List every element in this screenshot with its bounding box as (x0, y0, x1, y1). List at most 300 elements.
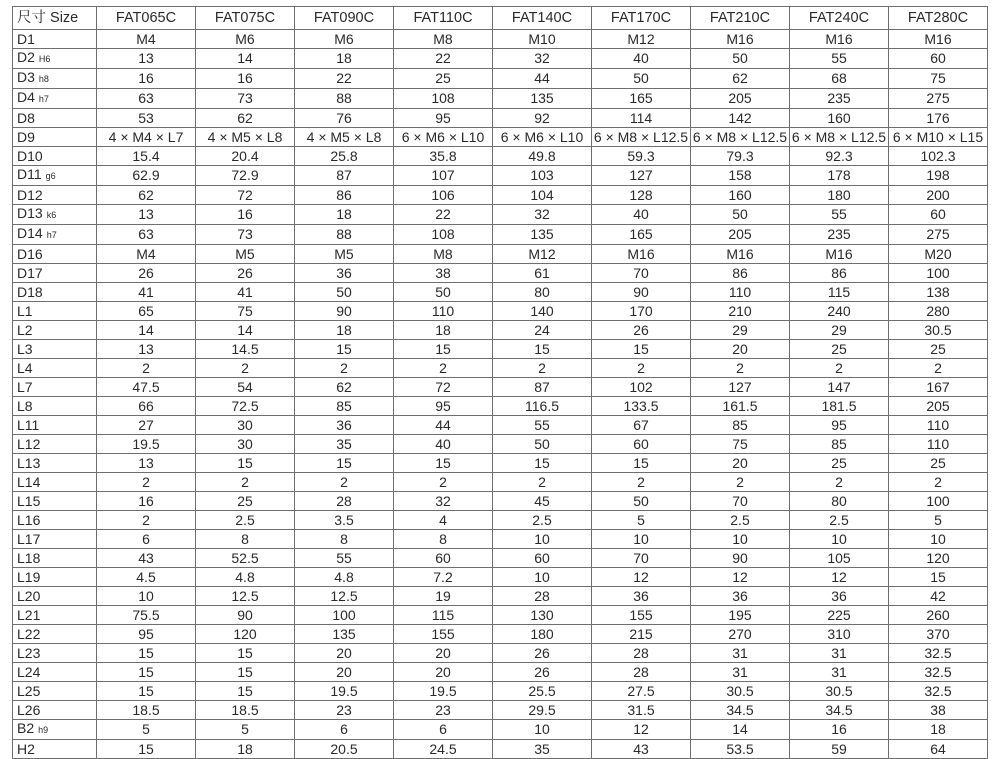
table-cell: 116.5 (493, 397, 592, 416)
table-cell: 15 (196, 663, 295, 682)
row-label-cell (13, 264, 97, 283)
table-cell: 19.5 (97, 435, 196, 454)
row-label: L18 (17, 549, 41, 566)
table-cell: M16 (889, 30, 988, 49)
table-cell: 55 (790, 205, 889, 225)
table-cell: 2 (691, 359, 790, 378)
table-row (13, 435, 988, 454)
table-cell: 120 (196, 625, 295, 644)
table-row (13, 128, 988, 147)
table-cell: 104 (493, 186, 592, 205)
table-cell: 65 (97, 302, 196, 321)
column-header-model: FAT075C (196, 7, 295, 30)
table-cell: 66 (97, 397, 196, 416)
row-label-cell (13, 359, 97, 378)
row-label: L20 (17, 587, 41, 604)
table-cell: 102 (592, 378, 691, 397)
table-cell: 138 (889, 283, 988, 302)
table-cell: 32 (493, 49, 592, 69)
table-cell: 18 (295, 49, 394, 69)
table-cell: 34.5 (790, 701, 889, 720)
table-cell: 205 (691, 89, 790, 109)
table-cell: 15 (196, 644, 295, 663)
row-label: L2 (17, 321, 33, 338)
tolerance-label: h8 (38, 74, 49, 84)
table-cell: 13 (97, 205, 196, 225)
table-cell: 70 (592, 264, 691, 283)
table-cell: 180 (790, 186, 889, 205)
table-row (13, 720, 988, 740)
table-cell: 20.4 (196, 147, 295, 166)
table-cell: 20 (295, 663, 394, 682)
table-cell: 4 × M4 × L7 (97, 128, 196, 147)
table-cell: 76 (295, 109, 394, 128)
table-cell: 10 (592, 530, 691, 549)
row-label: L14 (17, 473, 41, 490)
table-cell: 205 (691, 225, 790, 245)
table-cell: 8 (394, 530, 493, 549)
table-cell: 32 (493, 205, 592, 225)
row-label: L1 (17, 302, 33, 319)
table-cell: M16 (790, 30, 889, 49)
table-cell: 63 (97, 225, 196, 245)
table-cell: M16 (691, 30, 790, 49)
row-label-cell (13, 245, 97, 264)
tolerance-label: h7 (38, 94, 49, 104)
row-label: L13 (17, 454, 41, 471)
table-cell: 6 × M6 × L10 (394, 128, 493, 147)
table-cell: 18 (295, 321, 394, 340)
table-cell: 167 (889, 378, 988, 397)
table-cell: 2.5 (790, 511, 889, 530)
table-cell: 2.5 (196, 511, 295, 530)
table-cell: 12 (691, 568, 790, 587)
column-header-model: FAT065C (97, 7, 196, 30)
table-cell: 61 (493, 264, 592, 283)
table-cell: 15 (394, 340, 493, 359)
row-label: D17 (17, 264, 43, 281)
table-cell: 5 (889, 511, 988, 530)
table-row (13, 568, 988, 587)
table-cell: 4 × M5 × L8 (295, 128, 394, 147)
row-label: B2 (17, 720, 35, 736)
table-cell: 70 (592, 549, 691, 568)
table-cell: 110 (889, 435, 988, 454)
table-cell: 95 (97, 625, 196, 644)
table-row (13, 283, 988, 302)
table-cell: 59 (790, 740, 889, 759)
corner-label: 尺寸 Size (13, 7, 97, 30)
row-label: L24 (17, 663, 41, 680)
row-label: D10 (17, 147, 43, 164)
table-cell: 110 (691, 283, 790, 302)
table-cell: 5 (196, 720, 295, 740)
table-cell: 235 (790, 89, 889, 109)
row-label-cell (13, 701, 97, 720)
table-cell: 160 (790, 109, 889, 128)
row-label: L4 (17, 359, 33, 376)
row-label-cell (13, 166, 97, 186)
table-cell: 40 (592, 49, 691, 69)
table-cell: 30 (196, 435, 295, 454)
table-cell: 38 (394, 264, 493, 283)
table-cell: 55 (493, 416, 592, 435)
table-row (13, 245, 988, 264)
table-cell: 120 (889, 549, 988, 568)
table-cell: 40 (592, 205, 691, 225)
table-cell: 30.5 (889, 321, 988, 340)
table-cell: 60 (493, 549, 592, 568)
table-cell: 12 (592, 568, 691, 587)
table-cell: 2 (295, 473, 394, 492)
column-header-model: FAT140C (493, 7, 592, 30)
table-row (13, 644, 988, 663)
table-cell: M8 (394, 245, 493, 264)
table-cell: 25 (889, 340, 988, 359)
table-row (13, 587, 988, 606)
row-label: H2 (17, 740, 35, 757)
table-row (13, 492, 988, 511)
row-label-cell (13, 147, 97, 166)
table-cell: 22 (394, 49, 493, 69)
row-label-cell (13, 454, 97, 473)
table-cell: 31 (691, 663, 790, 682)
table-cell: 2 (493, 473, 592, 492)
table-cell: 86 (790, 264, 889, 283)
row-label-cell (13, 568, 97, 587)
table-cell: 6 (394, 720, 493, 740)
table-cell: 15.4 (97, 147, 196, 166)
row-label: D13 (17, 205, 43, 221)
table-cell: 27.5 (592, 682, 691, 701)
table-cell: 205 (889, 397, 988, 416)
table-cell: 35 (295, 435, 394, 454)
table-cell: 15 (196, 682, 295, 701)
table-cell: 18 (295, 205, 394, 225)
table-cell: 15 (493, 454, 592, 473)
table-cell: 12 (592, 720, 691, 740)
table-cell: 210 (691, 302, 790, 321)
table-cell: 2 (889, 359, 988, 378)
table-cell: 26 (493, 663, 592, 682)
table-cell: 200 (889, 186, 988, 205)
table-cell: 16 (790, 720, 889, 740)
table-cell: 6 × M8 × L12.5 (790, 128, 889, 147)
row-label-cell (13, 340, 97, 359)
table-cell: 72.9 (196, 166, 295, 186)
table-cell: 108 (394, 225, 493, 245)
table-cell: 42 (889, 587, 988, 606)
table-cell: 15 (295, 340, 394, 359)
table-cell: 12.5 (295, 587, 394, 606)
table-cell: 40 (394, 435, 493, 454)
table-cell: 68 (790, 69, 889, 89)
row-label: L8 (17, 397, 33, 414)
table-cell: 60 (592, 435, 691, 454)
table-cell: 32 (394, 492, 493, 511)
table-cell: 13 (97, 340, 196, 359)
table-cell: 4 (394, 511, 493, 530)
table-row (13, 549, 988, 568)
table-row (13, 109, 988, 128)
table-cell: 50 (691, 205, 790, 225)
table-cell: 180 (493, 625, 592, 644)
table-cell: M4 (97, 30, 196, 49)
table-cell: 45 (493, 492, 592, 511)
table-cell: 36 (592, 587, 691, 606)
row-label-cell (13, 663, 97, 682)
table-row (13, 397, 988, 416)
row-label: L11 (17, 416, 40, 433)
row-label: D12 (17, 186, 43, 203)
row-label: D16 (17, 245, 43, 262)
table-cell: 155 (592, 606, 691, 625)
table-cell: 215 (592, 625, 691, 644)
table-cell: 15 (889, 568, 988, 587)
table-cell: 170 (592, 302, 691, 321)
table-cell: 72.5 (196, 397, 295, 416)
table-cell: 30.5 (790, 682, 889, 701)
table-cell: 15 (97, 644, 196, 663)
row-label-cell (13, 416, 97, 435)
row-label-cell (13, 128, 97, 147)
table-cell: 10 (790, 530, 889, 549)
table-cell: 20.5 (295, 740, 394, 759)
table-cell: 20 (295, 644, 394, 663)
table-cell: 32.5 (889, 682, 988, 701)
table-row (13, 530, 988, 549)
table-cell: 310 (790, 625, 889, 644)
table-cell: 2.5 (493, 511, 592, 530)
table-cell: 25.8 (295, 147, 394, 166)
table-row (13, 378, 988, 397)
table-cell: 2 (592, 473, 691, 492)
table-cell: 155 (394, 625, 493, 644)
row-label: D14 (17, 225, 43, 241)
table-cell: 86 (295, 186, 394, 205)
table-cell: 60 (394, 549, 493, 568)
table-cell: 8 (196, 530, 295, 549)
table-row (13, 264, 988, 283)
table-cell: 90 (592, 283, 691, 302)
row-label-cell (13, 549, 97, 568)
table-cell: 19 (394, 587, 493, 606)
table-cell: 115 (790, 283, 889, 302)
table-cell: 135 (493, 89, 592, 109)
table-cell: 19.5 (394, 682, 493, 701)
table-cell: 36 (295, 416, 394, 435)
table-cell: 54 (196, 378, 295, 397)
table-cell: 30.5 (691, 682, 790, 701)
table-cell: 72 (196, 186, 295, 205)
table-cell: 106 (394, 186, 493, 205)
row-label-cell (13, 397, 97, 416)
table-cell: 50 (592, 69, 691, 89)
row-label-cell (13, 435, 97, 454)
row-label: D11 (17, 166, 42, 182)
column-header-model: FAT210C (691, 7, 790, 30)
table-cell: 16 (97, 69, 196, 89)
row-label: D4 (17, 89, 35, 105)
table-cell: M10 (493, 30, 592, 49)
table-cell: 50 (592, 492, 691, 511)
table-cell: 62 (295, 378, 394, 397)
table-cell: 36 (295, 264, 394, 283)
table-cell: 25 (196, 492, 295, 511)
table-cell: 38 (889, 701, 988, 720)
table-cell: 100 (889, 264, 988, 283)
table-cell: 2.5 (691, 511, 790, 530)
row-label: D2 (17, 49, 35, 65)
table-cell: 27 (97, 416, 196, 435)
table-cell: 12.5 (196, 587, 295, 606)
table-cell: 85 (790, 435, 889, 454)
table-cell: 133.5 (592, 397, 691, 416)
table-cell: 10 (97, 587, 196, 606)
table-row (13, 225, 988, 245)
table-cell: 63 (97, 89, 196, 109)
table-cell: 85 (295, 397, 394, 416)
table-cell: 108 (394, 89, 493, 109)
table-cell: 15 (97, 682, 196, 701)
table-cell: 28 (592, 663, 691, 682)
table-cell: 10 (889, 530, 988, 549)
table-row (13, 89, 988, 109)
row-label-cell (13, 321, 97, 340)
row-label-cell (13, 186, 97, 205)
table-cell: 52.5 (196, 549, 295, 568)
table-cell: 127 (691, 378, 790, 397)
table-cell: 43 (97, 549, 196, 568)
table-cell: 18.5 (97, 701, 196, 720)
table-cell: 95 (790, 416, 889, 435)
table-cell: 2 (196, 473, 295, 492)
table-row (13, 49, 988, 69)
tolerance-label: h9 (38, 725, 49, 735)
table-cell: 15 (295, 454, 394, 473)
table-cell: 2 (592, 359, 691, 378)
row-label: L23 (17, 644, 41, 661)
row-label-cell (13, 606, 97, 625)
table-cell: 62.9 (97, 166, 196, 186)
row-label-cell (13, 511, 97, 530)
row-label-cell (13, 625, 97, 644)
table-cell: 6 × M8 × L12.5 (592, 128, 691, 147)
table-cell: 103 (493, 166, 592, 186)
row-label-cell (13, 530, 97, 549)
table-cell: 72 (394, 378, 493, 397)
table-cell: M20 (889, 245, 988, 264)
row-label-cell (13, 69, 97, 89)
table-cell: 13 (97, 49, 196, 69)
table-cell: 140 (493, 302, 592, 321)
table-cell: 55 (295, 549, 394, 568)
table-row (13, 302, 988, 321)
table-cell: 14 (97, 321, 196, 340)
table-cell: 100 (889, 492, 988, 511)
table-cell: 28 (493, 587, 592, 606)
table-cell: 14 (691, 720, 790, 740)
row-label-cell (13, 682, 97, 701)
table-cell: 10 (691, 530, 790, 549)
table-row (13, 625, 988, 644)
table-cell: 114 (592, 109, 691, 128)
table-cell: 6 (295, 720, 394, 740)
row-label-cell (13, 720, 97, 740)
table-cell: 80 (790, 492, 889, 511)
row-label: D18 (17, 283, 43, 300)
table-cell: 53.5 (691, 740, 790, 759)
table-cell: 161.5 (691, 397, 790, 416)
table-cell: 62 (97, 186, 196, 205)
table-cell: 128 (592, 186, 691, 205)
table-cell: 195 (691, 606, 790, 625)
table-cell: M5 (295, 245, 394, 264)
table-cell: 23 (295, 701, 394, 720)
table-cell: 15 (592, 340, 691, 359)
table-cell: 110 (889, 416, 988, 435)
table-cell: 110 (394, 302, 493, 321)
table-cell: 41 (97, 283, 196, 302)
table-row (13, 454, 988, 473)
table-cell: 26 (97, 264, 196, 283)
table-cell: 25.5 (493, 682, 592, 701)
table-cell: 2 (295, 359, 394, 378)
table-cell: 28 (295, 492, 394, 511)
row-label-cell (13, 644, 97, 663)
table-cell: 147 (790, 378, 889, 397)
row-label: L7 (17, 378, 33, 395)
table-cell: 4.8 (295, 568, 394, 587)
table-cell: 87 (493, 378, 592, 397)
table-cell: 4 × M5 × L8 (196, 128, 295, 147)
table-cell: 25 (394, 69, 493, 89)
table-cell: 2 (691, 473, 790, 492)
table-cell: 36 (790, 587, 889, 606)
table-cell: 62 (196, 109, 295, 128)
row-label: L17 (17, 530, 41, 547)
row-label: D1 (17, 30, 35, 47)
table-cell: M4 (97, 245, 196, 264)
table-cell: 25 (790, 454, 889, 473)
table-cell: 32.5 (889, 644, 988, 663)
row-label: L12 (17, 435, 41, 452)
table-cell: 29.5 (493, 701, 592, 720)
table-cell: 13 (97, 454, 196, 473)
table-cell: 70 (691, 492, 790, 511)
table-cell: 3.5 (295, 511, 394, 530)
table-cell: 50 (493, 435, 592, 454)
table-cell: 12 (790, 568, 889, 587)
table-cell: 8 (295, 530, 394, 549)
row-label: L3 (17, 340, 33, 357)
table-cell: 36 (691, 587, 790, 606)
table-cell: 2 (790, 359, 889, 378)
table-cell: 2 (97, 511, 196, 530)
table-cell: 130 (493, 606, 592, 625)
table-cell: 275 (889, 225, 988, 245)
table-cell: 75 (889, 69, 988, 89)
table-cell: 90 (295, 302, 394, 321)
row-label-cell (13, 587, 97, 606)
tolerance-label: h7 (46, 230, 57, 240)
table-row (13, 186, 988, 205)
table-cell: 92.3 (790, 147, 889, 166)
table-cell: 18 (196, 740, 295, 759)
table-cell: 160 (691, 186, 790, 205)
dimension-table (12, 6, 988, 759)
table-cell: M12 (592, 30, 691, 49)
